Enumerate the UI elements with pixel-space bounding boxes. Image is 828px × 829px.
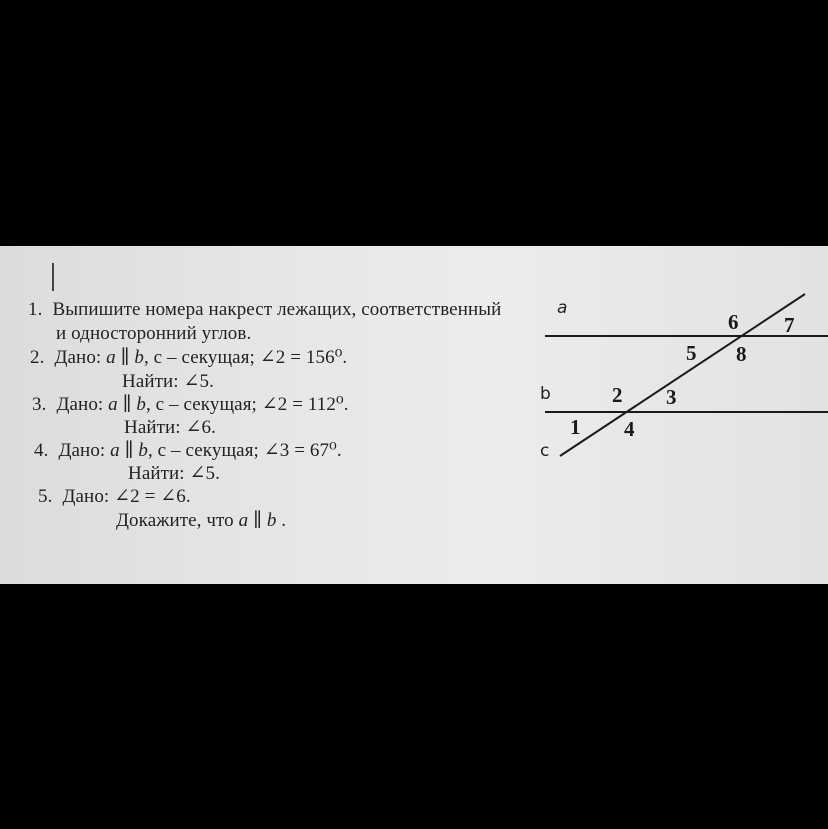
angle-4-label: 4 — [624, 417, 635, 441]
task-5-given-rest: ∠2 = ∠6. — [114, 486, 191, 507]
task-3-number: 3. — [32, 394, 47, 415]
task-5-parallel: ∥ — [248, 510, 267, 531]
task-1-number: 1. — [28, 299, 43, 320]
task-2-given — [30, 346, 347, 369]
task-4-find — [128, 462, 220, 485]
task-3-given-rest: , с – секущая; ∠2 = 112⁰. — [145, 394, 349, 415]
task-5-b: b — [266, 510, 277, 531]
text-cursor-mark — [52, 263, 54, 291]
angle-8-label: 8 — [736, 342, 747, 366]
task-2-a: a — [106, 347, 116, 368]
angle-6-label: 6 — [728, 310, 739, 334]
angle-7-label: 7 — [784, 313, 795, 337]
task-5-a: a — [238, 510, 249, 531]
task-5-end: . — [281, 510, 287, 531]
task-2-given-rest: , с – секущая; ∠2 = 156⁰. — [143, 347, 348, 368]
task-1-text: Выпишите номера накрест лежащих, соответственный — [52, 299, 502, 320]
paper-sheet — [0, 246, 828, 584]
task-2-given-label: Дано: — [54, 347, 102, 368]
task-3-find-text: Найти: ∠6. — [124, 417, 216, 438]
label-a: a — [557, 298, 568, 318]
task-5-prove — [116, 509, 286, 532]
task-3-find — [124, 416, 216, 439]
label-c: c — [540, 441, 550, 461]
task-2-find — [122, 370, 214, 393]
angle-2-label: 2 — [612, 383, 623, 407]
task-5-number: 5. — [38, 486, 53, 507]
line-c-transversal — [560, 294, 805, 456]
task-4-given-rest: , с – секущая; ∠3 = 67⁰. — [147, 440, 342, 461]
label-b: b — [540, 384, 551, 404]
parallel-lines-diagram — [520, 286, 828, 476]
angle-5-label: 5 — [686, 341, 697, 365]
task-1-text-2: и односторонний углов. — [56, 323, 252, 344]
task-2-number: 2. — [30, 347, 45, 368]
task-2-find-text: Найти: ∠5. — [122, 371, 214, 392]
task-3-given — [32, 393, 349, 416]
task-5-prove-label: Докажите, что — [116, 510, 234, 531]
task-4-find-text: Найти: ∠5. — [128, 463, 220, 484]
task-1-line-2 — [56, 323, 251, 345]
task-3-given-label: Дано: — [56, 394, 104, 415]
task-4-b: b — [138, 440, 148, 461]
task-1-line-1 — [28, 299, 501, 321]
task-2-parallel: ∥ — [115, 347, 135, 368]
task-4-parallel: ∥ — [119, 440, 139, 461]
task-3-parallel: ∥ — [117, 394, 137, 415]
task-4-given — [34, 439, 342, 462]
task-4-number: 4. — [34, 440, 49, 461]
task-4-a: a — [110, 440, 120, 461]
task-5-given — [38, 485, 191, 508]
angle-1-label: 1 — [570, 415, 581, 439]
task-3-b: b — [136, 394, 146, 415]
task-5-given-label: Дано: — [62, 486, 110, 507]
task-2-b: b — [134, 347, 144, 368]
task-3-a: a — [108, 394, 118, 415]
task-4-given-label: Дано: — [58, 440, 106, 461]
angle-3-label: 3 — [666, 385, 677, 409]
